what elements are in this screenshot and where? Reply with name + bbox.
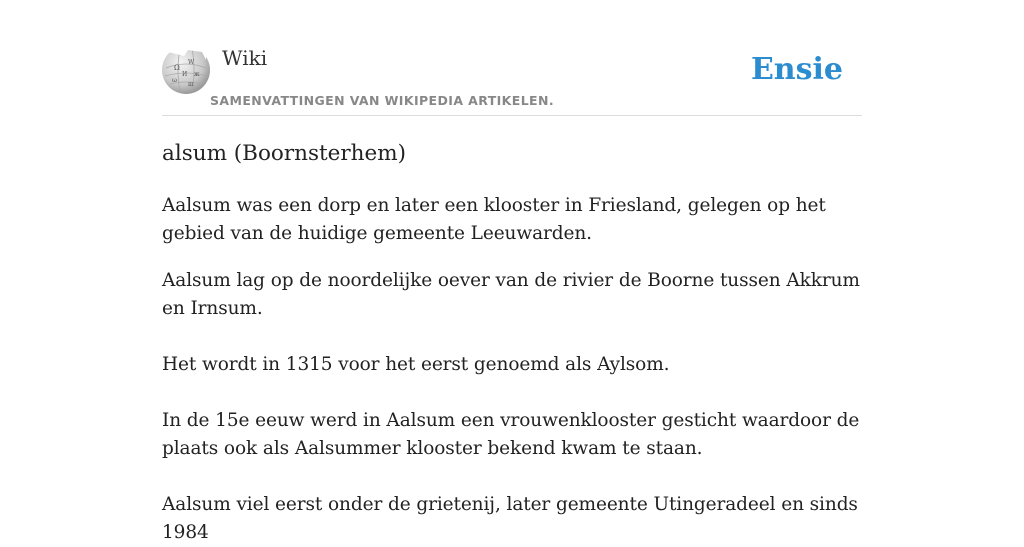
site-header bbox=[162, 46, 862, 116]
svg-text:ш: ш bbox=[188, 81, 194, 88]
svg-text:ж: ж bbox=[194, 71, 200, 78]
svg-text:W: W bbox=[188, 59, 195, 66]
brand-link[interactable]: Ensie bbox=[750, 52, 843, 87]
site-tagline: SAMENVATTINGEN VAN WIKIPEDIA ARTIKELEN. bbox=[210, 93, 555, 108]
site-title-link[interactable]: Wiki bbox=[222, 46, 268, 70]
svg-text:И: И bbox=[182, 71, 188, 78]
article-paragraph: Aalsum lag op de noordelijke oever van de rivier de Boorne tussen Akkrum en Irnsum. bbox=[162, 270, 860, 319]
article-title: alsum (Boornsterhem) bbox=[162, 141, 407, 166]
svg-text:ω: ω bbox=[172, 77, 177, 84]
article-paragraph: In de 15e eeuw werd in Aalsum een vrouwenklooster gesticht waardoor de plaats ook als Aalsummer klooster bekend kwam te staan. bbox=[162, 410, 860, 459]
page-container bbox=[162, 0, 862, 543]
article-paragraph: Het wordt in 1315 voor het eerst genoemd als Aylsom. bbox=[162, 354, 670, 375]
article-paragraph: Aalsum was een dorp en later een klooster in Friesland, gelegen op het gebied van de huidige gemeente Leeuwarden. bbox=[162, 195, 826, 244]
article-paragraph: Aalsum viel eerst onder de grietenij, later gemeente Utingeradeel en sinds 1984 bbox=[162, 494, 858, 543]
wikipedia-globe-icon[interactable] bbox=[162, 46, 210, 94]
svg-text:Ω: Ω bbox=[174, 64, 180, 72]
article-body bbox=[162, 192, 862, 547]
